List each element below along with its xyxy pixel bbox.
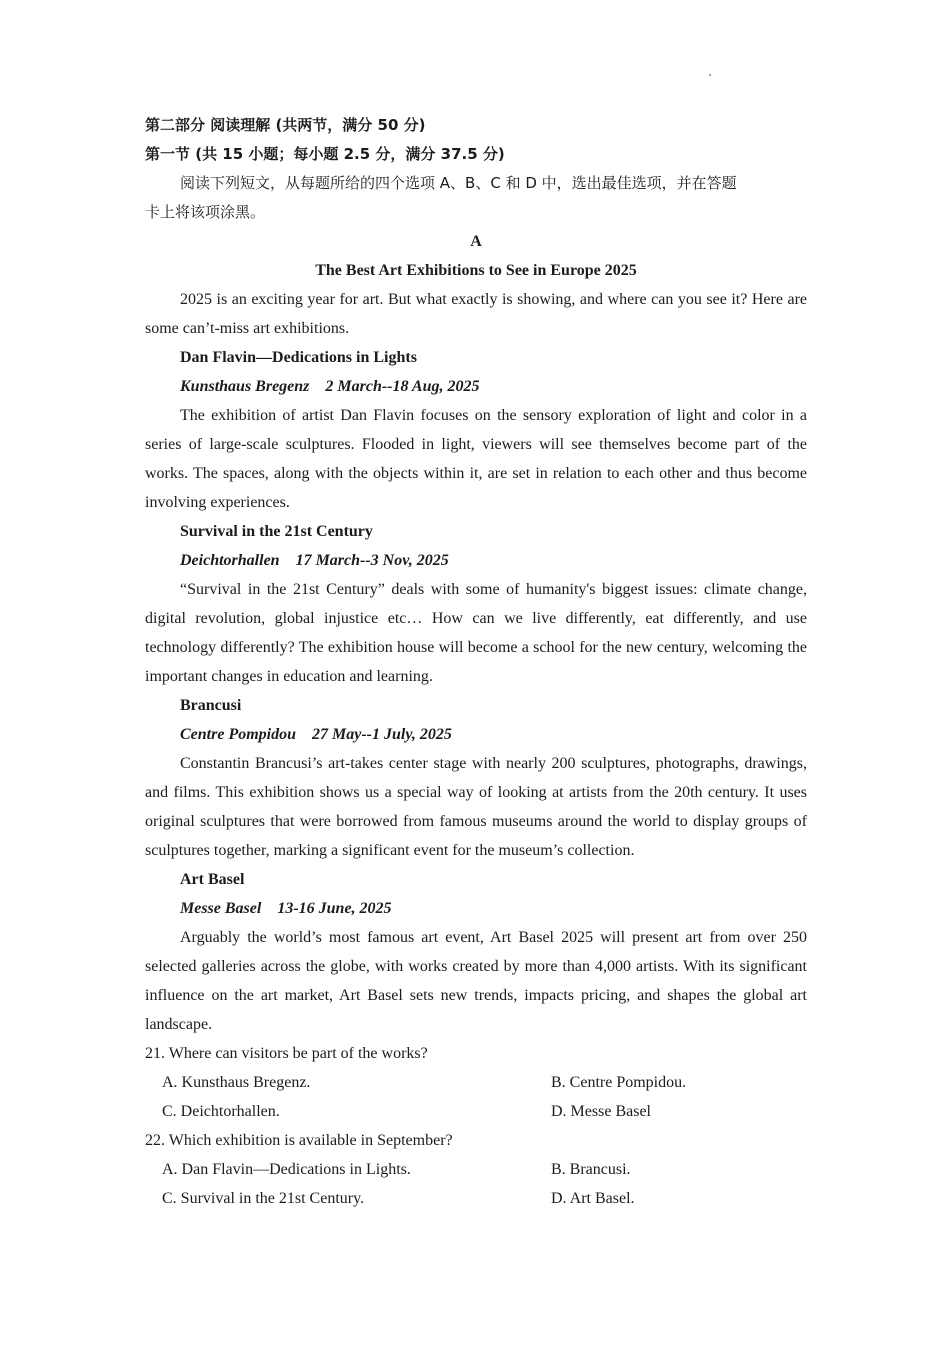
question-stem: 22. Which exhibition is available in September? [145, 1132, 453, 1149]
exhibition-text: Constantin Brancusi’s art-takes center stage with nearly 200 sculptures, photographs, drawings, and films. This exhibition shows us a special way of looking at artists from the 20th century. It uses original sculptures that were borrowed from famous museums around the world to display groups of sculptures together, marking a significant event for the museum’s collection. [145, 755, 807, 859]
exhibition-dates: 17 March--3 Nov, 2025 [295, 552, 449, 569]
option-c[interactable]: C. Survival in the 21st Century. [162, 1190, 365, 1207]
option-row [145, 1184, 807, 1213]
section-heading: 第一节 (共 15 小题；每小题 2.5 分，满分 37.5 分) [145, 145, 505, 163]
exhibition-name: Art Basel [180, 871, 245, 888]
exhibition-name: Brancusi [180, 697, 242, 714]
option-d[interactable]: D. Messe Basel [551, 1103, 651, 1120]
option-row [145, 1155, 807, 1184]
question-stem: 21. Where can visitors be part of the works? [145, 1045, 428, 1062]
exhibition-name: Dan Flavin—Dedications in Lights [180, 349, 417, 366]
option-c[interactable]: C. Deichtorhallen. [162, 1103, 280, 1120]
exhibition-4 [145, 865, 807, 1039]
exhibition-2 [145, 517, 807, 691]
option-b[interactable]: B. Centre Pompidou. [551, 1074, 687, 1091]
passage-intro: 2025 is an exciting year for art. But what exactly is showing, and where can you see it? Here are some can’t-miss art exhibitions. [145, 291, 807, 337]
part-heading: 第二部分 阅读理解 (共两节，满分 50 分) [145, 116, 426, 134]
exam-page [145, 111, 807, 1213]
scan-speck [709, 74, 711, 76]
exhibition-venue: Deichtorhallen [180, 552, 280, 569]
exhibition-text: Arguably the world’s most famous art event, Art Basel 2025 will present art from over 250 selected galleries across the globe, with works created by more than 4,000 artists. With its significant influence on the art market, Art Basel sets new trends, impacts pricing, and shapes the global art landscape. [145, 929, 807, 1033]
question-21 [145, 1039, 807, 1126]
exhibition-text: The exhibition of artist Dan Flavin focuses on the sensory exploration of light and color in a series of large-scale sculptures. Flooded in light, viewers will see themselves become part of the works. The spaces, along with the objects within it, are set in relation to each other and thus become involving experiences. [145, 407, 807, 511]
exhibition-1 [145, 343, 807, 517]
exhibition-dates: 2 March--18 Aug, 2025 [325, 378, 480, 395]
exhibition-3 [145, 691, 807, 865]
exhibition-dates: 27 May--1 July, 2025 [312, 726, 452, 743]
instruction-line-2: 卡上将该项涂黑。 [145, 203, 266, 221]
exhibition-venue-line [145, 546, 807, 575]
option-row [145, 1068, 807, 1097]
option-d[interactable]: D. Art Basel. [551, 1190, 635, 1207]
exhibition-venue-line [145, 372, 807, 401]
exhibition-name: Survival in the 21st Century [180, 523, 373, 540]
exhibition-dates: 13-16 June, 2025 [277, 900, 392, 917]
passage-letter: A [470, 233, 482, 250]
exhibition-venue: Messe Basel [180, 900, 262, 917]
option-b[interactable]: B. Brancusi. [551, 1161, 631, 1178]
exhibition-text: “Survival in the 21st Century” deals with some of humanity's biggest issues: climate change, digital revolution, global injustice etc… How can we live differently, eat differently, and use technology differently? The exhibition house will become a school for the new century, welcoming the important changes in education and learning. [145, 581, 807, 685]
question-22 [145, 1126, 807, 1213]
exhibition-venue-line [145, 720, 807, 749]
option-a[interactable]: A. Kunsthaus Bregenz. [162, 1074, 311, 1091]
exhibition-venue: Centre Pompidou [180, 726, 297, 743]
passage-title: The Best Art Exhibitions to See in Europe 2025 [315, 262, 637, 279]
exhibition-venue-line [145, 894, 807, 923]
instruction-line-1: 阅读下列短文，从每题所给的四个选项 A、B、C 和 D 中，选出最佳选项，并在答题 [180, 174, 737, 192]
option-row [145, 1097, 807, 1126]
option-a[interactable]: A. Dan Flavin—Dedications in Lights. [162, 1161, 411, 1178]
exhibition-venue: Kunsthaus Bregenz [180, 378, 310, 395]
